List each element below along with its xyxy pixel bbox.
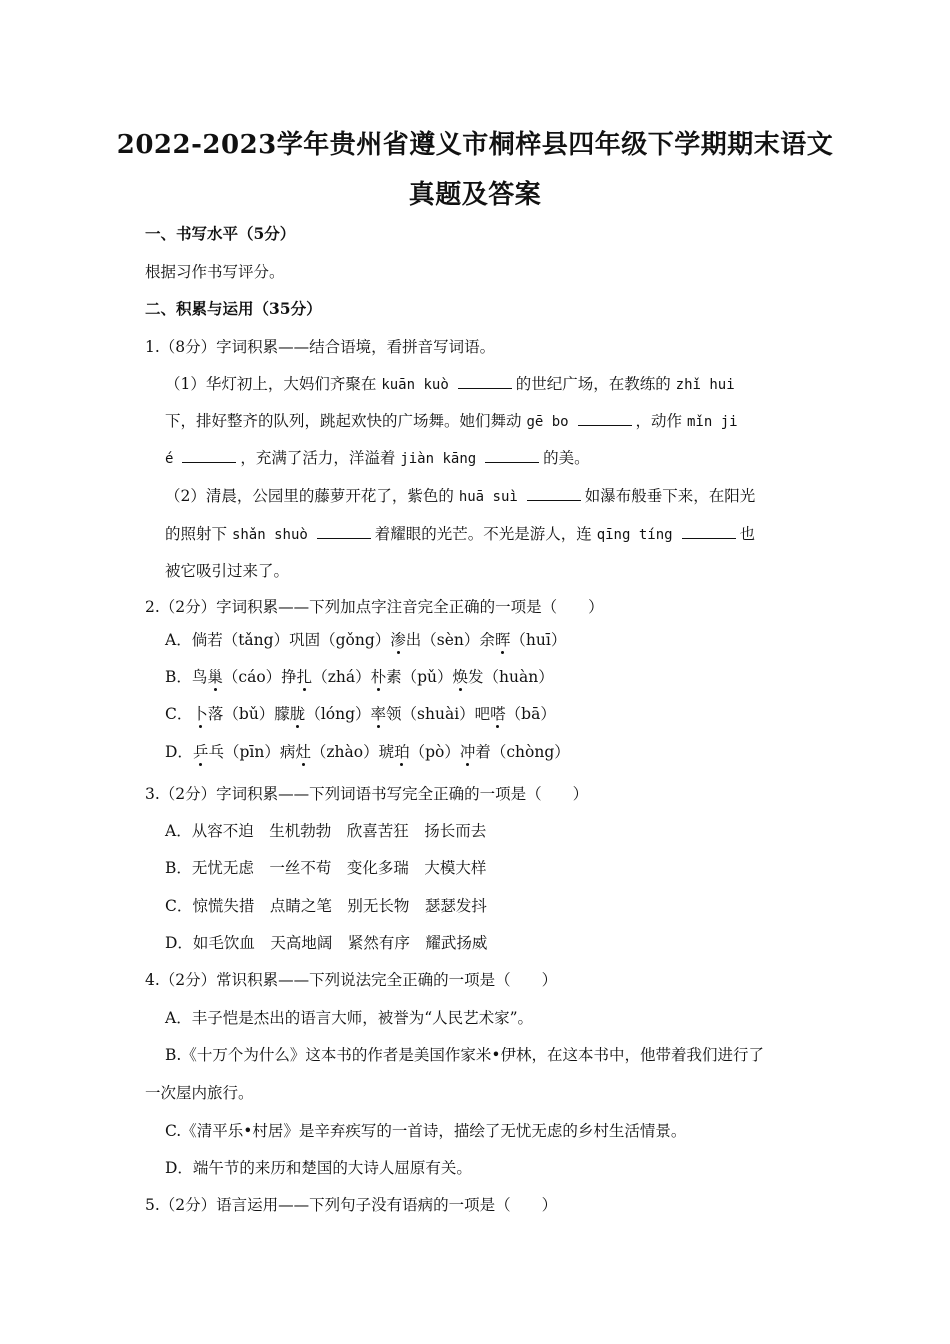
dotted-char: 胧	[289, 705, 306, 723]
dotted-char: 朴	[370, 668, 387, 686]
q1-stem: 1.（8分）字词积累——结合语境，看拼音写词语。	[145, 338, 496, 356]
option-text: 若（tǎng）巩	[207, 631, 305, 649]
dotted-char: 嗒	[490, 705, 506, 723]
q1-text: （2）清晨，公园里的藤萝开花了，紫色的	[165, 487, 454, 505]
option-text: 落（bǔ）朦	[207, 705, 290, 723]
dotted-char: 冲	[459, 743, 476, 761]
q4-option-d[interactable]: D．端午节的来历和楚国的大诗人屈原有关。	[165, 1159, 472, 1177]
answer-blank[interactable]	[682, 524, 736, 539]
answer-blank[interactable]	[578, 411, 632, 426]
q4-option-b-line1[interactable]: B.《十万个为什么》这本书的作者是美国作家米•伊林，在这本书中，他带着我们进行了	[165, 1046, 764, 1064]
pinyin: zhǐ hui	[675, 377, 735, 393]
dotted-char: 珀	[394, 743, 410, 761]
answer-blank[interactable]	[458, 374, 512, 389]
doc-title-line1: 2022-2023学年贵州省遵义市桐梓县四年级下学期期末语文	[116, 130, 834, 160]
option-text: 素（pǔ）	[386, 668, 453, 686]
q1-text: ，充满了活力，洋溢着	[240, 449, 396, 467]
option-text: D．	[165, 743, 193, 761]
q1-text: ，动作	[635, 412, 683, 430]
option-text: 发（huàn）	[468, 668, 554, 686]
option-text: （bā）	[505, 705, 556, 723]
option-text: 领（shuài）吧	[386, 705, 491, 723]
option-text: C．	[165, 705, 193, 723]
pinyin: kuān kuò	[381, 377, 449, 393]
q4-option-a[interactable]: A．丰子恺是杰出的语言大师，被誉为“人民艺术家”。	[165, 1009, 534, 1027]
q2-option-d[interactable]	[165, 742, 570, 762]
q4-stem: 4.（2分）常识积累——下列说法完全正确的一项是（ ）	[145, 971, 558, 989]
section1-text: 根据习作书写评分。	[145, 263, 285, 281]
q1-p2-line2	[165, 524, 755, 545]
dotted-char: 焕	[452, 668, 469, 686]
q1-p1-line3	[165, 448, 590, 469]
option-text: （huī）	[510, 631, 567, 649]
option-text: 固（gǒng）	[304, 631, 391, 649]
q2-option-b[interactable]	[165, 667, 554, 687]
q1-text: 的照射下	[165, 525, 228, 543]
q2-option-a[interactable]	[165, 630, 566, 650]
q5-stem: 5.（2分）语言运用——下列句子没有语病的一项是（ ）	[145, 1196, 558, 1214]
pinyin: shǎn shuò	[231, 527, 308, 543]
option-text: A．倘	[165, 631, 208, 649]
q2-option-c[interactable]	[165, 704, 556, 724]
dotted-char: 渗	[390, 631, 406, 649]
answer-blank[interactable]	[317, 524, 371, 539]
q1-p2-line1	[165, 486, 755, 507]
pinyin: jiàn kāng	[400, 451, 477, 467]
section2-heading: 二、积累与运用（35分）	[145, 299, 322, 318]
q2-stem: 2.（2分）字词积累——下列加点字注音完全正确的一项是（ ）	[145, 598, 604, 616]
q4-option-b-line2: 一次屋内旅行。	[145, 1084, 254, 1102]
dotted-char: 率	[370, 705, 387, 723]
q1-text: 如瀑布般垂下来，在阳光	[584, 487, 756, 505]
dotted-char: 晖	[494, 631, 511, 649]
option-text: 乓（pīn）病	[208, 743, 296, 761]
q1-text: （1）华灯初上，大妈们齐聚在	[165, 375, 377, 393]
dotted-char: 扎	[296, 668, 313, 686]
option-text: （cáo）挣	[222, 668, 297, 686]
dotted-char: 乒	[192, 743, 209, 761]
doc-title-line2: 真题及答案	[408, 180, 542, 210]
q1-p2-line3: 被它吸引过来了。	[165, 562, 290, 580]
answer-blank[interactable]	[527, 486, 581, 501]
q3-option-a[interactable]: A．从容不迫 生机勃勃 欣喜苦狂 扬长而去	[165, 822, 487, 840]
option-text: （lóng）	[305, 705, 371, 723]
q1-p1-line1	[165, 374, 735, 395]
q3-stem: 3.（2分）字词积累——下列词语书写完全正确的一项是（ ）	[145, 785, 589, 803]
section1-heading: 一、书写水平（5分）	[145, 224, 296, 243]
option-text: （pò）	[409, 743, 460, 761]
option-text: 出（sèn）余	[405, 631, 495, 649]
answer-blank[interactable]	[182, 448, 236, 463]
q1-text: 着耀眼的光芒。不光是游人，连	[374, 525, 592, 543]
pinyin: gē bo	[526, 414, 569, 430]
q3-option-d[interactable]: D．如毛饮血 天高地阔 紧然有序 耀武扬威	[165, 934, 488, 952]
q1-text: 下，排好整齐的队列，跳起欢快的广场舞。她们舞动	[165, 412, 522, 430]
dotted-char: 巢	[207, 668, 223, 686]
q1-text: 也	[739, 525, 756, 543]
q3-option-b[interactable]: B．无忧无虑 一丝不苟 变化多瑞 大模大样	[165, 859, 487, 877]
q1-text: 的美。	[543, 449, 590, 467]
pinyin: huā suì	[458, 489, 518, 505]
dotted-char: 卜	[192, 705, 208, 723]
option-text: B．鸟	[165, 668, 208, 686]
pinyin: é	[165, 451, 174, 467]
q1-text: 的世纪广场，在教练的	[515, 375, 671, 393]
q3-option-c[interactable]: C．惊慌失措 点睛之笔 别无长物 瑟瑟发抖	[165, 897, 487, 915]
pinyin: mǐn ji	[687, 414, 738, 430]
pinyin: qīng tíng	[596, 527, 673, 543]
option-text: （zhá）	[312, 668, 371, 686]
answer-blank[interactable]	[485, 448, 539, 463]
option-text: （zhào）琥	[310, 743, 395, 761]
dotted-char: 灶	[295, 743, 311, 761]
option-text: 着（chòng）	[475, 743, 570, 761]
q1-p1-line2	[165, 411, 738, 432]
q4-option-c[interactable]: C.《清平乐•村居》是辛弃疾写的一首诗，描绘了无忧无虑的乡村生活情景。	[165, 1122, 687, 1140]
